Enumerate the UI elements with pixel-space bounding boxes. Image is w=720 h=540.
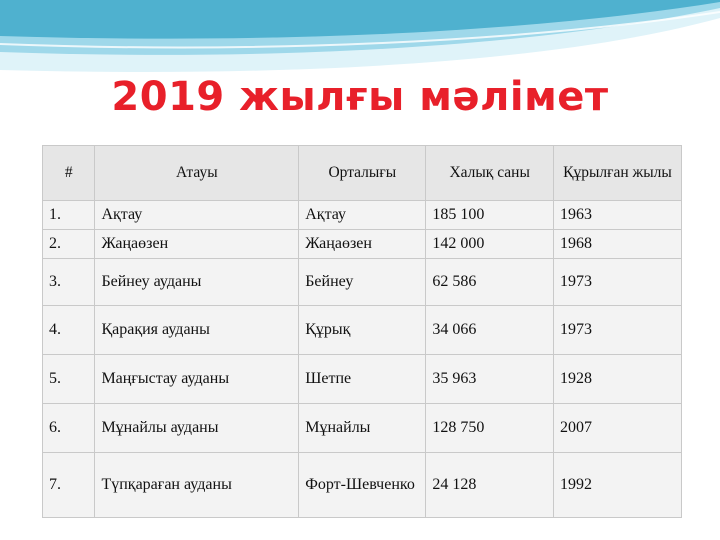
- row-name: Бейнеу ауданы: [95, 259, 299, 306]
- table-row: [43, 453, 682, 518]
- row-population: 35 963: [426, 355, 554, 404]
- row-name: Мұнайлы ауданы: [95, 404, 299, 453]
- row-founded-year: 1992: [553, 453, 681, 518]
- row-founded-year: 1968: [553, 230, 681, 259]
- table-row: [43, 306, 682, 355]
- row-number: 3.: [43, 259, 95, 306]
- row-center: Шетпе: [299, 355, 426, 404]
- row-name: Маңғыстау ауданы: [95, 355, 299, 404]
- row-center: Форт-Шевченко: [299, 453, 426, 518]
- row-number: 4.: [43, 306, 95, 355]
- row-number: 2.: [43, 230, 95, 259]
- row-center: Мұнайлы: [299, 404, 426, 453]
- row-center: Бейнеу: [299, 259, 426, 306]
- slide-title: 2019 жылғы мәлімет: [111, 74, 609, 120]
- row-center: Ақтау: [299, 201, 426, 230]
- row-number: 6.: [43, 404, 95, 453]
- row-name: Қарақия ауданы: [95, 306, 299, 355]
- row-population: 62 586: [426, 259, 554, 306]
- row-name: Жаңаөзен: [95, 230, 299, 259]
- table-row: [43, 259, 682, 306]
- row-center: Құрық: [299, 306, 426, 355]
- row-founded-year: 1973: [553, 259, 681, 306]
- table-row: [43, 201, 682, 230]
- table-header-row: [43, 146, 682, 201]
- row-center: Жаңаөзен: [299, 230, 426, 259]
- table-row: [43, 404, 682, 453]
- row-number: 7.: [43, 453, 95, 518]
- row-population: 128 750: [426, 404, 554, 453]
- row-population: 185 100: [426, 201, 554, 230]
- header-center: Орталығы: [299, 146, 426, 201]
- row-name: Ақтау: [95, 201, 299, 230]
- header-population: Халық саны: [426, 146, 554, 201]
- row-founded-year: 1928: [553, 355, 681, 404]
- row-name: Түпқараған ауданы: [95, 453, 299, 518]
- header-name: Атауы: [95, 146, 299, 201]
- row-number: 1.: [43, 201, 95, 230]
- row-population: 142 000: [426, 230, 554, 259]
- decorative-wave-band: [0, 0, 720, 80]
- row-founded-year: 1963: [553, 201, 681, 230]
- row-founded-year: 2007: [553, 404, 681, 453]
- row-population: 34 066: [426, 306, 554, 355]
- row-founded-year: 1973: [553, 306, 681, 355]
- table-row: [43, 355, 682, 404]
- data-table: [42, 145, 682, 518]
- row-population: 24 128: [426, 453, 554, 518]
- row-number: 5.: [43, 355, 95, 404]
- table-row: [43, 230, 682, 259]
- header-number: #: [43, 146, 95, 201]
- header-founded-year: Құрылған жылы: [553, 146, 681, 201]
